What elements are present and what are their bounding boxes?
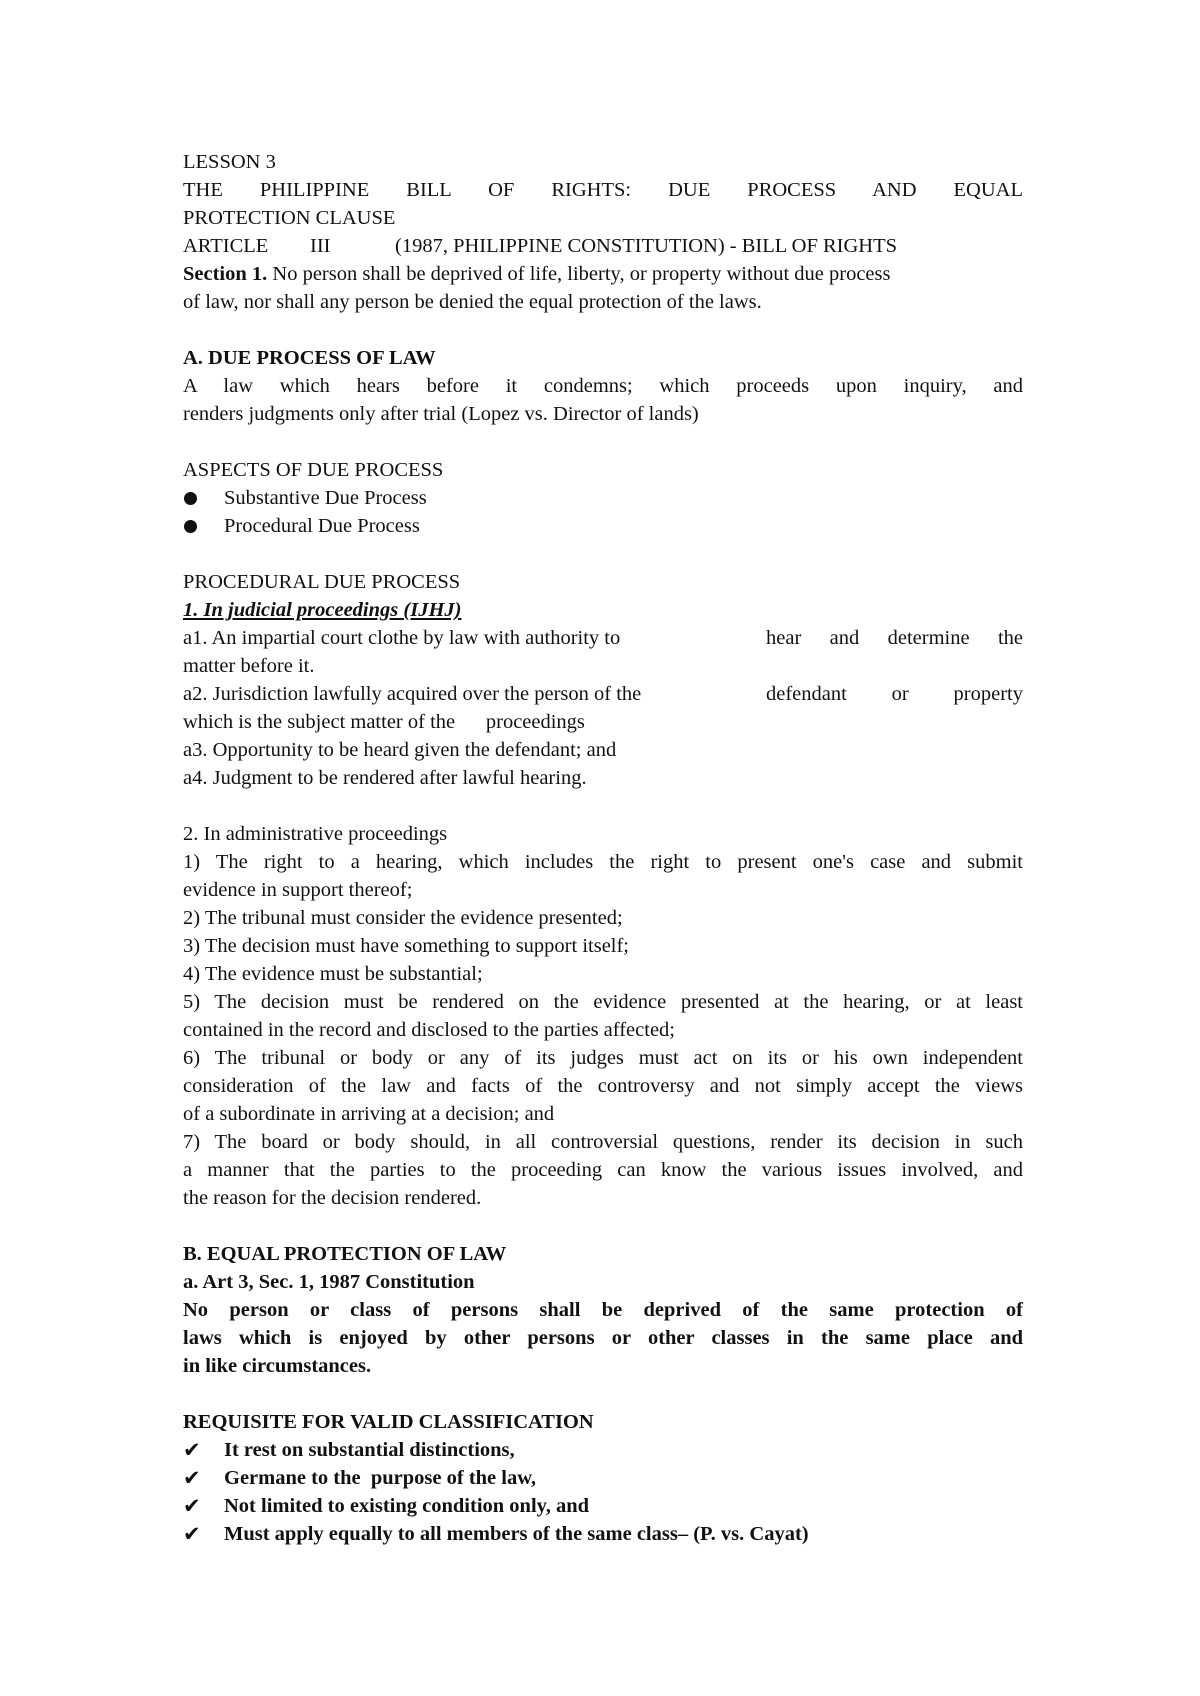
list-item: ✔ Not limited to existing condition only, and [183,1494,590,1518]
judicial-item-a1: a1. An impartial court clothe by law with authority to hear and determine the [183,627,1023,649]
equal-protection-heading: B. EQUAL PROTECTION OF LAW [183,1243,507,1265]
lesson-title-line-2: PROTECTION CLAUSE [183,207,396,229]
admin-line: the reason for the decision rendered. [183,1187,482,1209]
admin-line: of a subordinate in arriving at a decision; and [183,1103,555,1125]
due-process-def-line-1: A law which hears before it condemns; which proceeds upon inquiry, and [183,375,1023,397]
section-1-line-2: of law, nor shall any person be denied the equal protection of the laws. [183,291,762,313]
equal-protection-text-3: in like circumstances. [183,1355,372,1377]
admin-line: evidence in support thereof; [183,879,413,901]
list-item: ✔ Germane to the purpose of the law, [183,1466,537,1490]
bullet-icon [184,492,197,505]
admin-line: a manner that the parties to the proceeding can know the various issues involved, and [183,1159,1023,1181]
checkmark-icon: ✔ [183,1522,201,1546]
admin-line: 6) The tribunal or body or any of its judges must act on its or his own independent [183,1047,1023,1069]
admin-line: 5) The decision must be rendered on the evidence presented at the hearing, or at least [183,991,1023,1013]
section-text-1: No person shall be deprived of life, liberty, or property without due process [267,263,891,285]
checkmark-icon: ✔ [183,1438,201,1462]
judicial-heading: 1. In judicial proceedings (IJHJ) [183,599,462,621]
requisite-heading: REQUISITE FOR VALID CLASSIFICATION [183,1411,594,1433]
equal-protection-text-1: No person or class of persons shall be deprived of the same protection of [183,1299,1023,1321]
due-process-def-line-2: renders judgments only after trial (Lopez vs. Director of lands) [183,403,699,425]
document-page [183,148,1023,1548]
judicial-item-a2-cont: which is the subject matter of the proceedings [183,711,585,733]
article-number: III [310,235,331,257]
lesson-number: LESSON 3 [183,151,276,173]
judicial-item-a1-cont: matter before it. [183,655,315,677]
admin-heading: 2. In administrative proceedings [183,823,448,845]
section-1-line-1 [183,260,1023,288]
lesson-title-line-1: THE PHILIPPINE BILL OF RIGHTS: DUE PROCESS AND EQUAL [183,179,1023,201]
checkmark-icon: ✔ [183,1466,201,1490]
article-description: (1987, PHILIPPINE CONSTITUTION) - BILL OF RIGHTS [395,235,898,257]
judicial-item-a4: a4. Judgment to be rendered after lawful hearing. [183,767,587,789]
list-item: ✔ Must apply equally to all members of the same class– (P. vs. Cayat) [183,1522,809,1546]
judicial-item-a3: a3. Opportunity to be heard given the defendant; and [183,739,617,761]
list-item: Substantive Due Process [183,484,1023,512]
article-heading [183,232,1023,260]
admin-line: 2) The tribunal must consider the evidence presented; [183,907,623,929]
equal-protection-text-2: laws which is enjoyed by other persons or other classes in the same place and [183,1327,1023,1349]
admin-line: consideration of the law and facts of the controversy and not simply accept the views [183,1075,1023,1097]
procedural-heading: PROCEDURAL DUE PROCESS [183,571,461,593]
admin-line: contained in the record and disclosed to the parties affected; [183,1019,675,1041]
aspects-heading: ASPECTS OF DUE PROCESS [183,459,444,481]
admin-line: 3) The decision must have something to support itself; [183,935,630,957]
checkmark-icon: ✔ [183,1494,201,1518]
admin-line: 4) The evidence must be substantial; [183,963,483,985]
list-item: ✔ It rest on substantial distinctions, [183,1438,515,1462]
admin-line: 1) The right to a hearing, which includes the right to present one's case and submit [183,851,1023,873]
bullet-icon [184,520,197,533]
admin-line: 7) The board or body should, in all controversial questions, render its decision in such [183,1131,1023,1153]
judicial-item-a2: a2. Jurisdiction lawfully acquired over the person of the defendant or property [183,683,1023,705]
due-process-heading: A. DUE PROCESS OF LAW [183,347,436,369]
list-item: Procedural Due Process [183,512,1023,540]
equal-protection-sub: a. Art 3, Sec. 1, 1987 Constitution [183,1271,475,1293]
section-label: Section 1. [183,263,268,285]
article-label: ARTICLE [183,235,269,257]
